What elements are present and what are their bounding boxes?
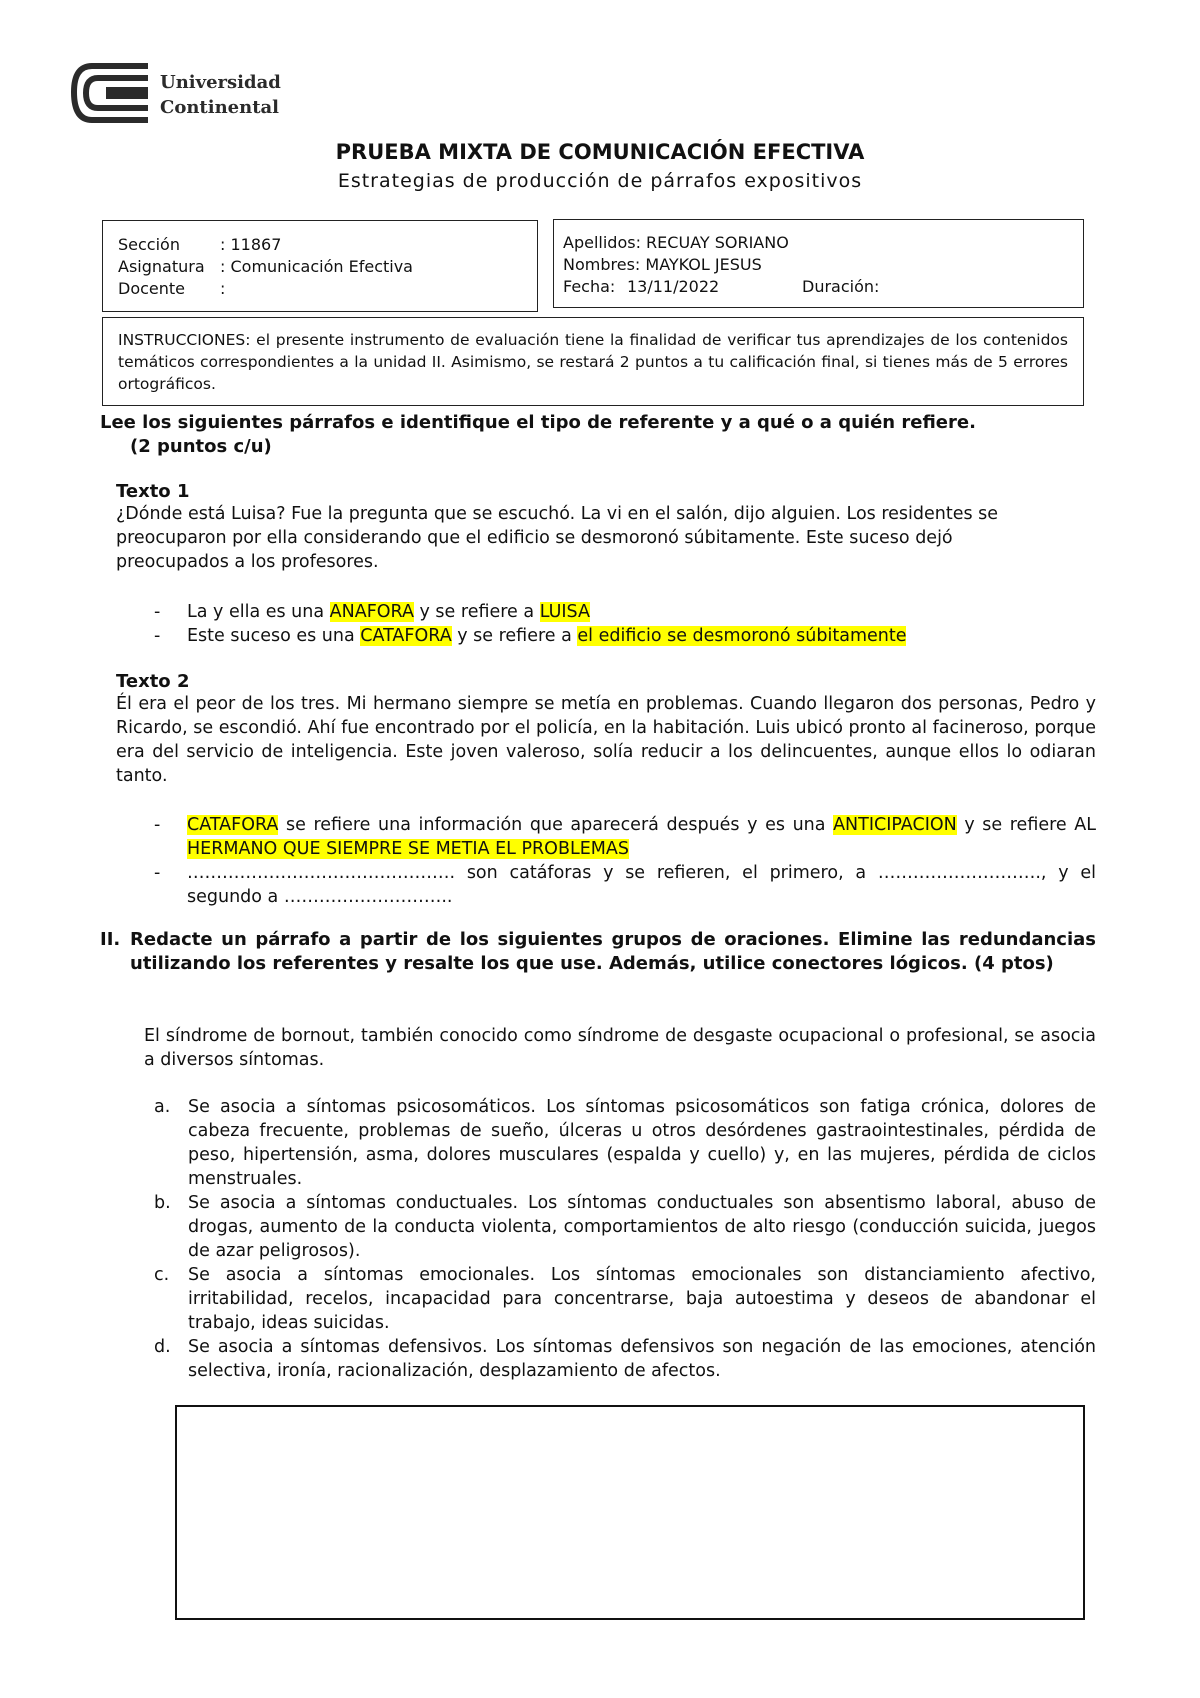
list-item — [154, 1095, 1096, 1191]
list-item-letter: d. — [154, 1337, 171, 1357]
list-item-text: Se asocia a síntomas conductuales. Los síntomas conductuales son absentismo laboral, abuso de drogas, aumento de la conducta violenta, comportamientos de alto riesgo (conducción suicida, juegos de azar peligrosos). — [188, 1193, 1096, 1261]
list-item-text: Se asocia a síntomas emocionales. Los síntomas emocionales son distanciamiento afectivo, irritabilidad, recelos, incapacidad para concentrarse, baja autoestima y deseos de abandonar el trabajo, ideas suicidas. — [188, 1265, 1096, 1333]
bullet-dash: - — [154, 602, 161, 622]
docente-value: : — [220, 279, 226, 298]
question-2 — [100, 928, 1096, 976]
seccion-value: : 11867 — [220, 235, 282, 254]
answer-text: Este suceso es una — [187, 626, 361, 646]
list-item-text: Se asocia a síntomas psicosomáticos. Los síntomas psicosomáticos son fatiga crónica, dolores de cabeza frecuente, problemas de sueño, úlceras u otros desórdenes gastraointestinales, pérdida de peso, hipertensión, asma, dolores musculares (espalda y cuello) y, en las mujeres, pérdida de ciclos menstruales. — [188, 1097, 1096, 1189]
duracion-label: Duración: — [802, 277, 880, 296]
question-2-number: II. — [100, 929, 121, 950]
apellidos-label: Apellidos — [563, 233, 636, 252]
docente-label: Docente — [118, 279, 186, 298]
instructions-text: INSTRUCCIONES: el presente instrumento de evaluación tiene la finalidad de verificar tus aprendizajes de los contenidos temáticos correspondientes a la unidad II. Asimismo, se restará 2 puntos a tu calificación final, si tienes más de 5 errores ortográficos. — [118, 331, 1068, 393]
answer-text: se refiere una información que aparecerá después y es una — [278, 815, 834, 835]
texto-2-answer-1 — [154, 813, 1096, 861]
fecha-value[interactable]: 13/11/2022 — [627, 277, 720, 296]
student-info — [563, 232, 879, 298]
bullet-dash: - — [154, 815, 161, 835]
texto-2-answer-2 — [154, 861, 1096, 909]
highlighted-answer: HERMANO QUE SIEMPRE SE METIA EL PROBLEMAS — [187, 839, 629, 859]
fecha-label: Fecha: — [563, 277, 616, 296]
bullet-dash: - — [154, 626, 161, 646]
list-item — [154, 1191, 1096, 1263]
exam-subtitle: Estrategias de producción de párrafos expositivos — [337, 170, 863, 192]
list-item-letter: b. — [154, 1193, 171, 1213]
texto-1-section — [116, 481, 1056, 574]
answer-2-text[interactable] — [154, 624, 1096, 648]
fill-in-blank[interactable]: ………………………………………. son catáforas y se refieren, el primero, a ………………………., y el segundo a ……………………….. — [187, 863, 1096, 907]
answer-text: y se refiere a — [451, 626, 578, 646]
question-2-text: Redacte un párrafo a partir de los siguientes grupos de oraciones. Elimine las redundancias utilizando los referentes y resalte los que use. Además, utilice conectores lógicos. (4 ptos) — [130, 929, 1096, 974]
apellidos-value[interactable]: : RECUAY SORIANO — [635, 233, 789, 252]
texto-1-answer-2 — [154, 624, 1096, 648]
question-2-intro: El síndrome de bornout, también conocido como síndrome de desgaste ocupacional o profesional, se asocia a diversos síntomas. — [144, 1026, 1096, 1070]
highlighted-answer: LUISA — [539, 602, 590, 622]
list-item-text: Se asocia a síntomas defensivos. Los síntomas defensivos son negación de las emociones, atención selectiva, ironía, racionalización, desplazamiento de afectos. — [188, 1337, 1096, 1381]
question-1 — [100, 411, 1095, 459]
answer-3-text[interactable] — [154, 813, 1096, 861]
course-info — [118, 234, 413, 300]
texto-1-body: ¿Dónde está Luisa? Fue la pregunta que se escuchó. La vi en el salón, dijo alguien. Los residentes se preocuparon por ella considerando que el edificio se desmoronó súbitamente. Este suceso dejó preocupados a los profesores. — [116, 504, 999, 572]
answer-text: y se refiere AL — [956, 815, 1096, 835]
list-item — [154, 1335, 1096, 1383]
university-name — [160, 70, 281, 120]
texto-2-section — [116, 671, 1096, 788]
nombres-value[interactable]: : MAYKOL JESUS — [634, 255, 762, 274]
list-item — [154, 1263, 1096, 1335]
list-item-letter: a. — [154, 1097, 171, 1117]
question-1-text: Lee los siguientes párrafos e identifique el tipo de referente y a qué o a quién refiere. — [100, 412, 976, 433]
highlighted-answer: el edificio se desmoronó súbitamente — [577, 626, 907, 646]
list-item-letter: c. — [154, 1265, 170, 1285]
answer-1-text[interactable] — [154, 600, 1096, 624]
answer-text: y se refiere a — [413, 602, 540, 622]
highlighted-answer: ANAFORA — [329, 602, 414, 622]
texto-1-heading: Texto 1 — [116, 481, 190, 502]
texto-2-heading: Texto 2 — [116, 671, 190, 692]
exam-title: PRUEBA MIXTA DE COMUNICACIÓN EFECTIVA — [335, 140, 865, 164]
texto-1-answer-1 — [154, 600, 1096, 624]
asignatura-value: : Comunicación Efectiva — [220, 257, 413, 276]
seccion-label: Sección — [118, 235, 180, 254]
highlighted-answer: CATAFORA — [360, 626, 452, 646]
nombres-label: Nombres — [563, 255, 635, 274]
bullet-dash: - — [154, 863, 161, 883]
question-1-points: (2 puntos c/u) — [130, 436, 272, 457]
answer-text: La y ella es una — [187, 602, 330, 622]
highlighted-answer: ANTICIPACION — [833, 815, 957, 835]
asignatura-label: Asignatura — [118, 257, 205, 276]
logo-line-2: Continental — [160, 97, 280, 118]
answer-box[interactable] — [175, 1405, 1085, 1620]
sentence-groups-list — [154, 1095, 1096, 1383]
texto-2-body: Él era el peor de los tres. Mi hermano siempre se metía en problemas. Cuando llegaron dos personas, Pedro y Ricardo, se escondió. Ahí fue encontrado por el policía, en la habitación. Luis ubicó pronto al facineroso, porque era del servicio de inteligencia. Este joven valeroso, solía reducir a los delincuentes, aunque ellos lo odiaran tanto. — [116, 694, 1096, 786]
logo-line-1: Universidad — [160, 72, 281, 93]
highlighted-answer: CATAFORA — [187, 815, 279, 835]
